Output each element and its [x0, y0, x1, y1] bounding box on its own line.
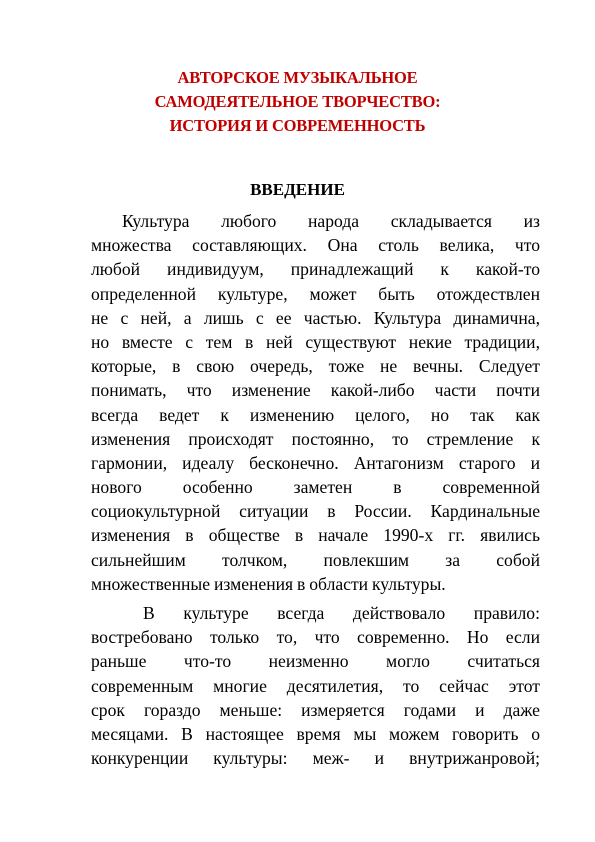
- text-line: Культура любого народа складывается из: [122, 211, 540, 231]
- text-line: раньше что-то неизменно могло считаться: [91, 651, 540, 672]
- text-line: нового особенно заметен в современной: [91, 477, 540, 498]
- text-line: определенной культуре, может быть отождествлен: [91, 283, 540, 304]
- text-line: множественные изменения в области культуры.: [91, 573, 446, 594]
- text-line: социокультурной ситуации в России. Кардинальные: [91, 501, 540, 522]
- text-line: но вместе с тем в ней существуют некие традиции,: [91, 331, 540, 352]
- text-line: востребовано только то, что современно. Но если: [91, 627, 540, 648]
- document-title: [60, 66, 535, 138]
- section-heading: ВВЕДЕНИЕ: [250, 180, 345, 199]
- paragraph-2: [91, 601, 540, 770]
- text-line: изменения в обществе в начале 1990-х гг. явились: [91, 525, 540, 546]
- text-line: современным многие десятилетия, то сейчас этот: [91, 675, 540, 696]
- text-line: конкуренции культуры: меж- и внутрижанровой;: [91, 748, 540, 769]
- text-line: которые, в свою очередь, тоже не вечны. Следует: [91, 356, 540, 377]
- text-line: месяцами. В настоящее время мы можем говорить о: [91, 723, 540, 744]
- title-line: САМОДЕЯТЕЛЬНОЕ ТВОРЧЕСТВО:: [154, 92, 441, 111]
- text-line: понимать, что изменение какой-либо части почти: [91, 380, 540, 401]
- text-line: гармонии, идеалу бесконечно. Антагонизм старого и: [91, 452, 540, 473]
- text-line: множества составляющих. Она столь велика, что: [91, 235, 540, 256]
- title-line: АВТОРСКОЕ МУЗЫКАЛЬНОЕ: [177, 68, 418, 87]
- title-line: ИСТОРИЯ И СОВРЕМЕННОСТЬ: [169, 116, 426, 135]
- text-line: сильнейшим толчком, повлекшим за собой: [91, 549, 540, 570]
- text-line: срок гораздо меньше: измеряется годами и даже: [91, 699, 540, 720]
- paragraph-1: [91, 209, 540, 596]
- text-line: любой индивидуум, принадлежащий к какой-то: [91, 259, 540, 280]
- text-line: всегда ведет к изменению целого, но так как: [91, 404, 540, 425]
- text-line: В культуре всегда действовало правило:: [143, 603, 540, 623]
- text-line: не с ней, а лишь с ее частью. Культура динамична,: [91, 307, 540, 328]
- text-line: изменения происходят постоянно, то стремление к: [91, 428, 540, 449]
